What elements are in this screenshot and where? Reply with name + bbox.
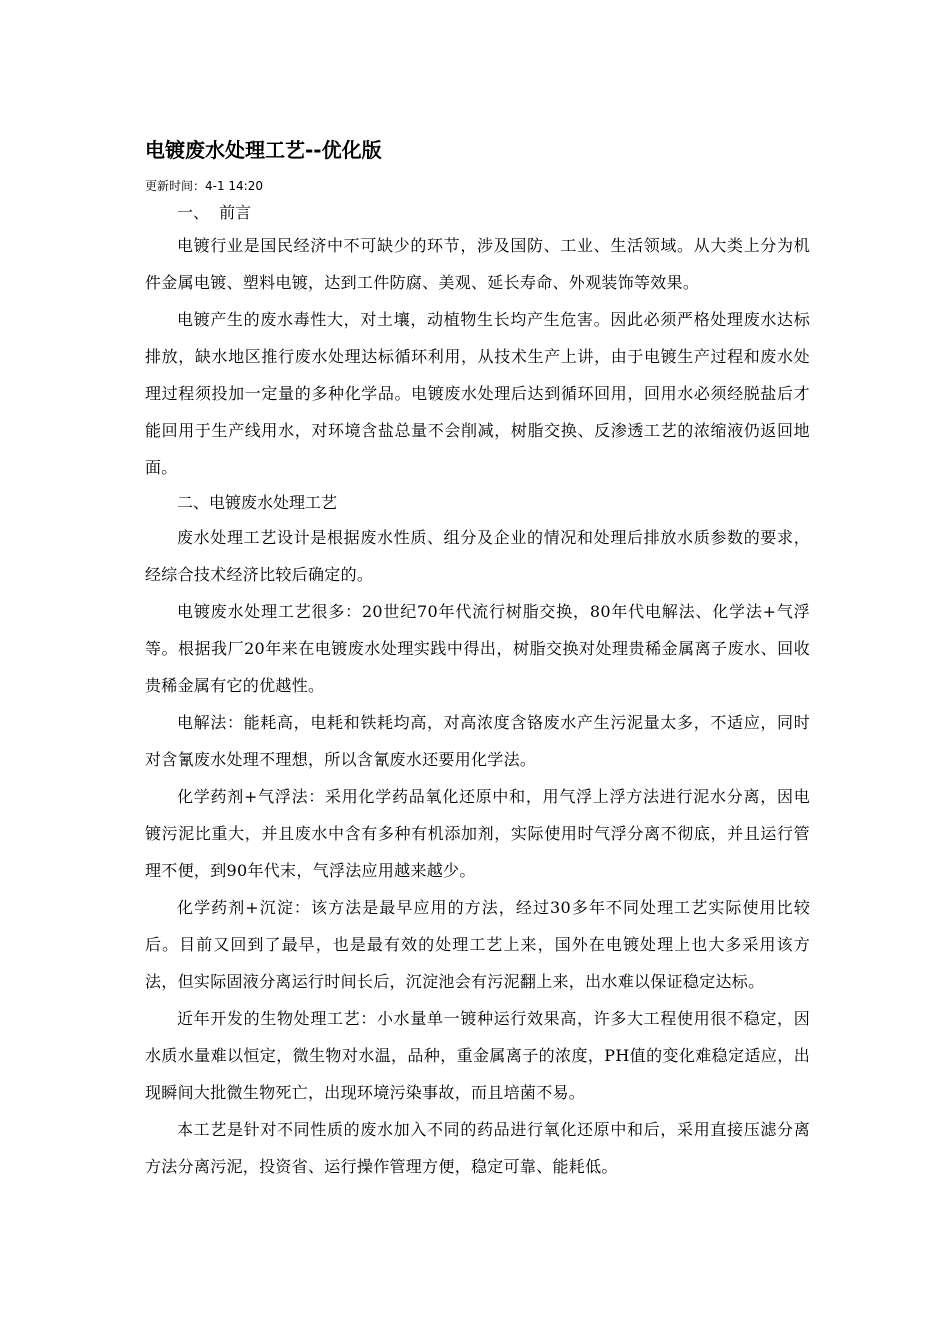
update-time: 更新时间：4-1 14:20 [145, 179, 263, 193]
paragraph: 废水处理工艺设计是根据废水性质、组分及企业的情况和处理后排放水质参数的要求，经综合技术经济比较后确定的。 [145, 528, 810, 584]
paragraph: 近年开发的生物处理工艺：小水量单一镀种运行效果高，许多大工程使用很不稳定，因水质水量难以恒定，微生物对水温，品种，重金属离子的浓度，PH值的变化难稳定适应，出现瞬间大批微生物死亡，出现环境污染事故，而且培菌不易。 [145, 1009, 810, 1102]
paragraph: 本工艺是针对不同性质的废水加入不同的药品进行氧化还原中和后，采用直接压滤分离方法分离污泥，投资省、运行操作管理方便，稳定可靠、能耗低。 [145, 1120, 810, 1176]
document-body [145, 198, 810, 1185]
paragraph: 电镀产生的废水毒性大，对土壤，动植物生长均产生危害。因此必须严格处理废水达标排放，缺水地区推行废水处理达标循环利用，从技术生产上讲，由于电镀生产过程和废水处理过程须投加一定量的多种化学品。电镀废水处理后达到循环回用，回用水必须经脱盐后才能回用于生产线用水，对环境含盐总量不会削减，树脂交换、反渗透工艺的浓缩液仍返回地面。 [145, 310, 810, 477]
paragraph: 化学药剂+沉淀：该方法是最早应用的方法，经过30多年不同处理工艺实际使用比较后。目前又回到了最早，也是最有效的处理工艺上来，国外在电镀处理上也大多采用该方法，但实际固液分离运行时间长后，沉淀池会有污泥翻上来，出水难以保证稳定达标。 [145, 898, 810, 991]
paragraph: 电镀行业是国民经济中不可缺少的环节，涉及国防、工业、生活领域。从大类上分为机件金属电镀、塑料电镀，达到工件防腐、美观、延长寿命、外观装饰等效果。 [145, 236, 810, 292]
paragraph: 化学药剂+气浮法：采用化学药品氧化还原中和，用气浮上浮方法进行泥水分离，因电镀污泥比重大，并且废水中含有多种有机添加剂，实际使用时气浮分离不彻底，并且运行管理不便，到90年代末，气浮法应用越来越少。 [145, 787, 810, 880]
section-heading-preface: 一、 前言 [177, 203, 252, 222]
paragraph: 电镀废水处理工艺很多：20世纪70年代流行树脂交换，80年代电解法、化学法+气浮等。根据我厂20年来在电镀废水处理实践中得出，树脂交换对处理贵稀金属离子废水、回收贵稀金属有它的优越性。 [145, 602, 810, 695]
paragraph: 电解法：能耗高，电耗和铁耗均高，对高浓度含铬废水产生污泥量太多，不适应，同时对含氰废水处理不理想，所以含氰废水还要用化学法。 [145, 713, 810, 769]
section-heading-process: 二、电镀废水处理工艺 [177, 493, 338, 512]
document-title: 电镀废水处理工艺--优化版 [145, 138, 382, 162]
